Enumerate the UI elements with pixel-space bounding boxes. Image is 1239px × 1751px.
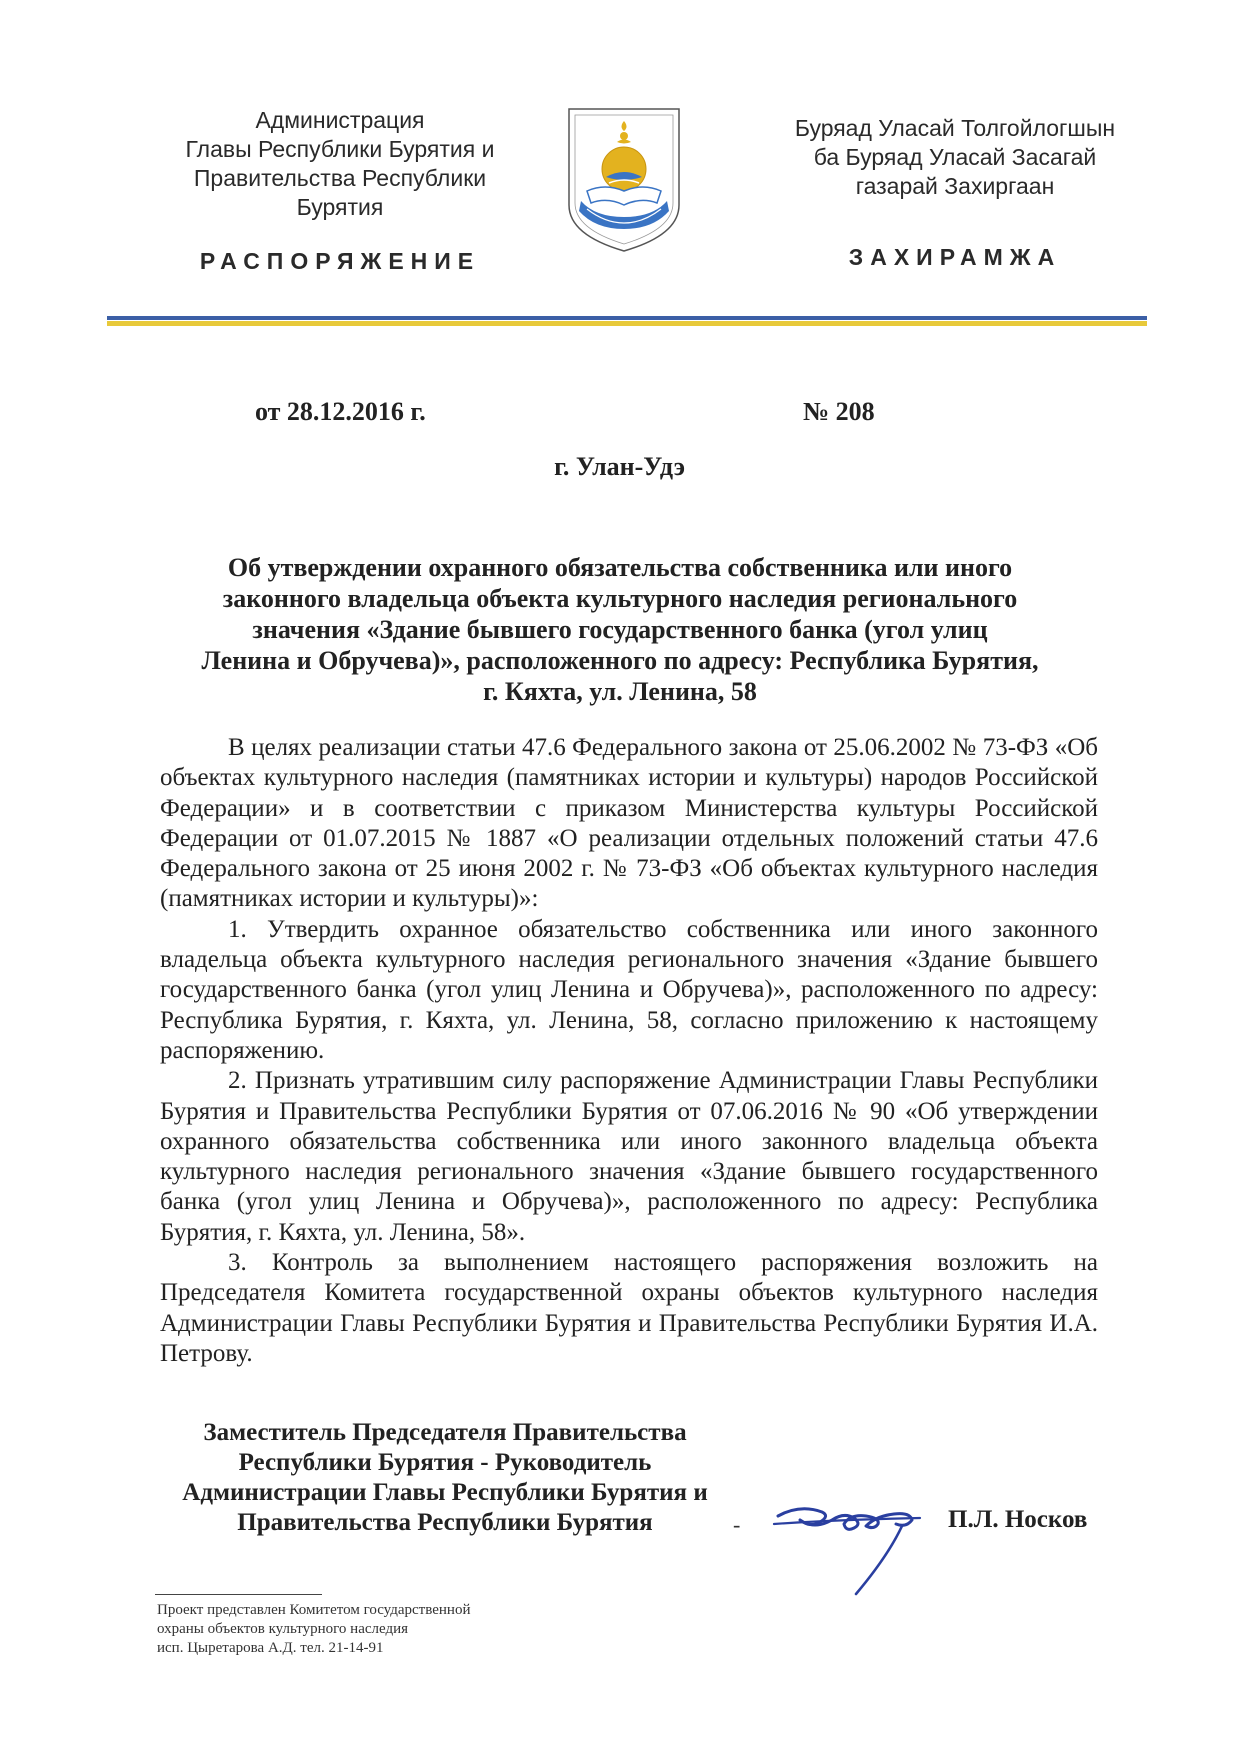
- signature-dash: -: [733, 1512, 741, 1537]
- header-right-line: ба Буряад Уласай Засагай: [813, 144, 1097, 170]
- document-city: г. Улан-Удэ: [554, 452, 685, 481]
- title-line: Об утверждении охранного обязательства собственника или иного: [227, 553, 1013, 582]
- footnote: [157, 1601, 577, 1658]
- header-left-line: Бурятия: [296, 194, 384, 220]
- document-body: [160, 733, 1098, 1369]
- footnote-line: охраны объектов культурного наследия: [157, 1621, 409, 1637]
- order-item-2: 2. Признать утратившим силу распоряжение Администрации Главы Республики Бурятия и Правительства Республики Бурятия от 07.06.2016 № 90 «Об утверждении охранного обязательства собственника или иного законного владельца объекта культурного наследия регионального значения «Здание бывшего государственного банка (угол улиц Ленина и Обручева)», расположенного по адресу: Республика Бурятия, г. Кяхта, ул. Ленина, 58».: [160, 1067, 1098, 1246]
- title-line: значения «Здание бывшего государственного банка (угол улиц: [252, 615, 988, 644]
- header-divider-blue: [107, 316, 1147, 320]
- header-right-authority: [765, 114, 1145, 201]
- footnote-line: Проект представлен Комитетом государственной: [157, 1602, 471, 1618]
- document-title: [150, 552, 1090, 707]
- footnote-divider: [155, 1594, 322, 1595]
- preamble-paragraph: В целях реализации статьи 47.6 Федерального закона от 25.06.2002 № 73-ФЗ «Об объектах культурного наследия (памятниках истории и культуры) народов Российской Федерации» и в соответствии с приказом Министерства культуры Российской Федерации от 01.07.2015 № 1887 «О реализации отдельных положений статьи 47.6 Федерального закона от 25 июня 2002 г. № 73-ФЗ «Об объектах культурного наследия (памятниках истории и культуры)»:: [160, 734, 1098, 913]
- order-item-1: 1. Утвердить охранное обязательство собственника или иного законного владельца объекта культурного наследия регионального значения «Здание бывшего государственного банка (угол улиц Ленина и Обручева)», расположенного по адресу: Республика Бурятия, г. Кяхта, ул. Ленина, 58, согласно приложению к настоящему распоряжению.: [160, 915, 1098, 1064]
- title-line: законного владельца объекта культурного наследия регионального: [222, 584, 1018, 613]
- header-left-line: Правительства Республики: [193, 165, 487, 191]
- document-date: от 28.12.2016 г.: [255, 397, 426, 426]
- header-left-authority: [130, 106, 550, 222]
- buryatia-coat-of-arms-icon: [565, 105, 683, 255]
- doc-type-russian: РАСПОРЯЖЕНИЕ: [199, 248, 481, 274]
- footnote-line: исп. Цыретарова А.Д. тел. 21-14-91: [157, 1640, 384, 1656]
- signatory-name: П.Л. Носков: [948, 1506, 1088, 1533]
- signatory-position: [160, 1418, 730, 1538]
- document-number: № 208: [803, 397, 875, 426]
- header-left-line: Главы Республики Бурятия и: [185, 136, 495, 162]
- header-right-line: газарай Захиргаан: [855, 173, 1055, 199]
- signatory-position-line: Администрации Главы Республики Бурятия и: [182, 1479, 708, 1506]
- title-line: г. Кяхта, ул. Ленина, 58: [483, 677, 757, 706]
- handwritten-signature-icon: [770, 1490, 940, 1600]
- signatory-position-line: Правительства Республики Бурятия: [237, 1509, 653, 1536]
- signatory-position-line: Республики Бурятия - Руководитель: [238, 1449, 652, 1476]
- header-right-line: Буряад Уласай Толгойлогшын: [794, 115, 1116, 141]
- header-divider-yellow: [107, 321, 1147, 326]
- signatory-position-line: Заместитель Председателя Правительства: [203, 1419, 687, 1446]
- order-item-3: 3. Контроль за выполнением настоящего распоряжения возложить на Председателя Комитета государственной охраны объектов культурного наследия Администрации Главы Республики Бурятия и Правительства Республики Бурятия И.А. Петрову.: [160, 1249, 1098, 1367]
- title-line: Ленина и Обручева)», расположенного по адресу: Республика Бурятия,: [201, 646, 1039, 675]
- doc-type-buryat: ЗАХИРАМЖА: [848, 244, 1062, 270]
- header-left-line: Администрация: [255, 107, 425, 133]
